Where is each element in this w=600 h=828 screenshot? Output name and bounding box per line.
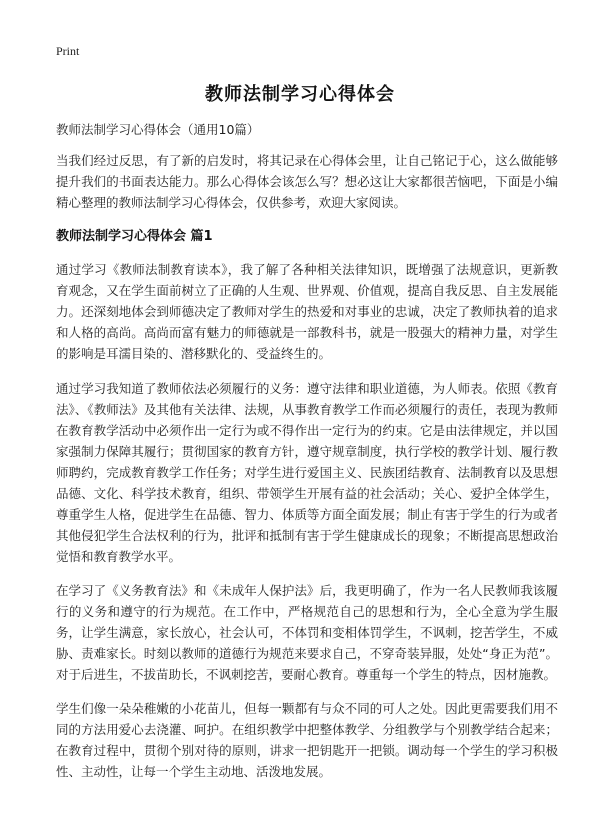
document-body bbox=[56, 120, 558, 794]
body-paragraph: 在学习了《义务教育法》和《未成年人保护法》后，我更明确了，作为一名人民教师我该履行的义务和遵守的行为规范。在工作中，严格规范自己的思想和行为，全心全意为学生服务，让学生满意，家长放心，社会认可，不体罚和变相体罚学生，不讽刺，挖苦学生，不威胁、责难家长。时刻以教师的道德行为规范来要求自己，不穿奇装异服，处处“身正为范”。对于后进生，不拔苗助长，不讽刺挖苦，要耐心教育。尊重每一个学生的特点，因材施教。 bbox=[56, 583, 558, 682]
page-title: 教师法制学习心得体会 bbox=[205, 84, 395, 105]
body-paragraph: 通过学习《教师法制教育读本》，我了解了各种相关法律知识，既增强了法规意识，更新教育观念，又在学生面前树立了正确的人生观、世界观、价值观，提高自我反思、自主发展能力。还深刻地体会到师德决定了教师对学生的热爱和对事业的忠诚，决定了教师执着的追求和人格的高尚。高尚而富有魅力的师德就是一部教科书，就是一股强大的精神力量，对学生的影响是耳濡目染的、潜移默化的、受益终生的。 bbox=[56, 262, 558, 361]
body-paragraph: 学生们像一朵朵稚嫩的小花苗儿，但每一颗都有与众不同的可人之处。因此更需要我们用不同的方法用爱心去浇灌、呵护。在组织教学中把整体教学、分组教学与个别教学结合起来；在教育过程中，贯彻个别对待的原则，讲求一把钥匙开一把锁。调动每一个学生的学习积极性、主动性，让每一个学生主动地、活泼地发展。 bbox=[56, 701, 558, 779]
document-subtitle: 教师法制学习心得体会（通用10篇） bbox=[56, 122, 260, 137]
body-paragraph: 通过学习我知道了教师依法必须履行的义务：遵守法律和职业道德，为人师表。依照《教育法》、《教师法》及其他有关法律、法规，从事教育教学工作而必须履行的责任，表现为教师在教育教学活动中必须作出一定行为或不得作出一定行为的约束。它是由法律规定，并以国家强制力保障其履行；贯彻国家的教育方针，遵守规章制度，执行学校的教学计划、履行教师聘约，完成教育教学工作任务；对学生进行爱国主义、民族团结教育、法制教育以及思想品德、文化、科学技术教育，组织、带领学生开展有益的社会活动；关心、爱护全体学生，尊重学生人格，促进学生在品德、智力、体质等方面全面发展；制止有害于学生的行为或者其他侵犯学生合法权利的行为，批评和抵制有害于学生健康成长的现象；不断提高思想政治觉悟和教育教学水平。 bbox=[56, 381, 558, 564]
print-link[interactable]: Print bbox=[56, 44, 80, 58]
section-heading: 教师法制学习心得体会 篇1 bbox=[56, 229, 213, 244]
intro-paragraph: 当我们经过反思，有了新的启发时，将其记录在心得体会里，让自己铭记于心，这么做能够提升我们的书面表达能力。那么心得体会该怎么写？想必这让大家都很苦恼吧，下面是小编精心整理的教师法制学习心得体会，仅供参考，欢迎大家阅读。 bbox=[56, 153, 558, 210]
